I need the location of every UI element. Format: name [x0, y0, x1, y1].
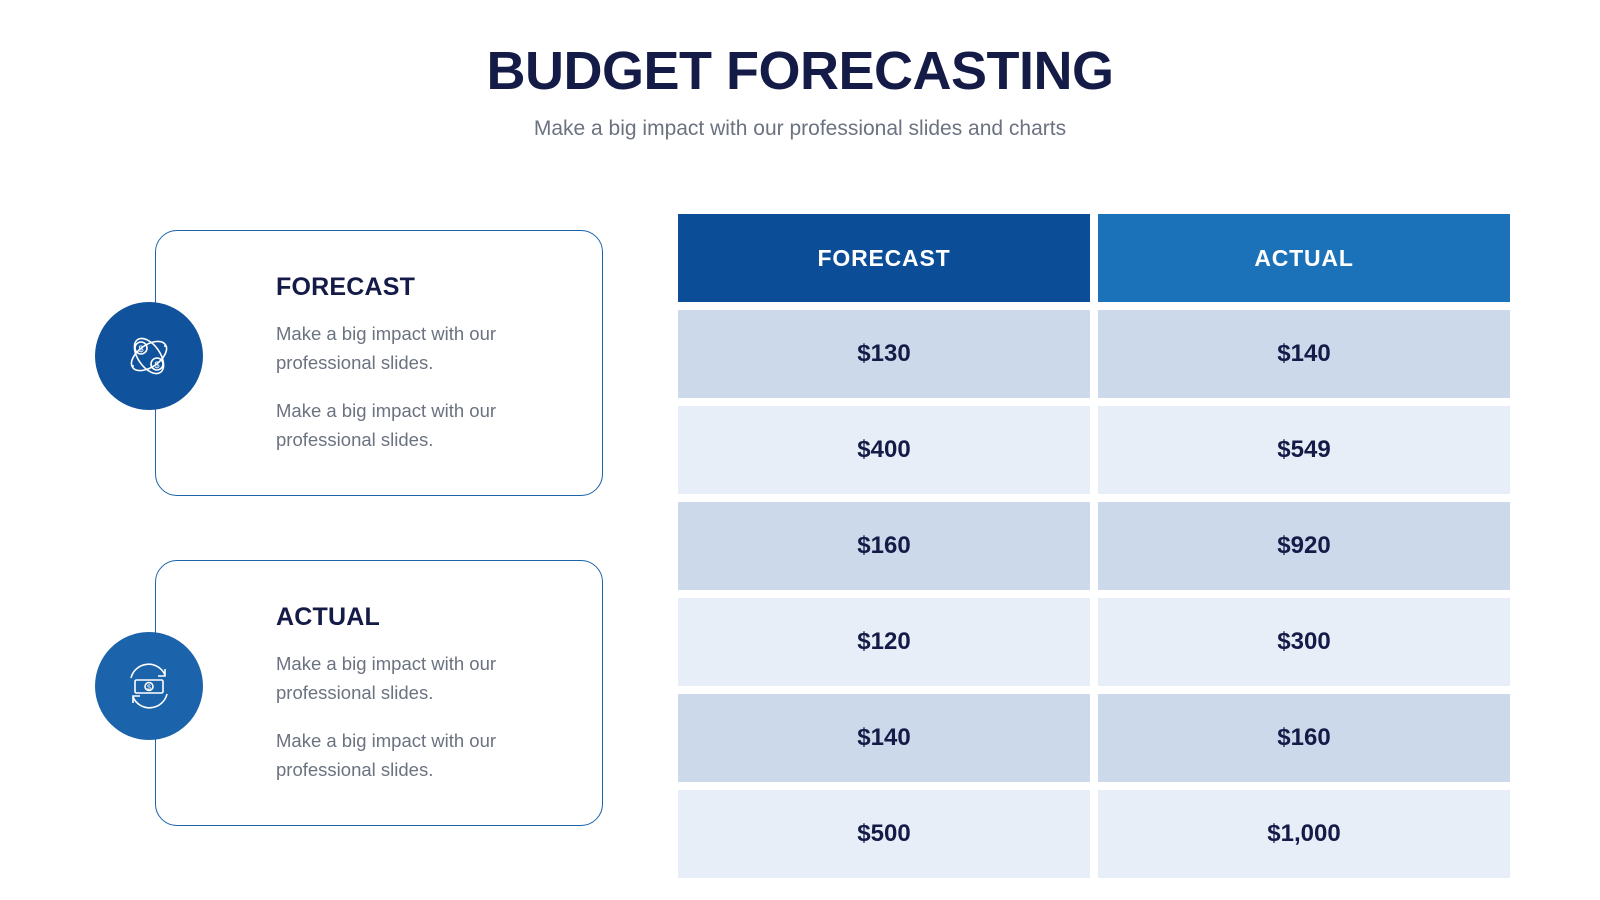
- table-cell-actual: $549: [1098, 406, 1510, 494]
- svg-text:$: $: [138, 344, 144, 354]
- budget-table: [678, 214, 1510, 886]
- svg-text:$: $: [147, 684, 151, 692]
- table-row: [678, 790, 1510, 878]
- info-card-forecast-title: FORECAST: [276, 273, 416, 301]
- page-title: BUDGET FORECASTING: [486, 41, 1114, 101]
- table-cell-forecast: $120: [678, 598, 1090, 686]
- info-card-forecast-wrapper: [95, 230, 615, 498]
- table-cell-forecast: $130: [678, 310, 1090, 398]
- info-card-list: [95, 230, 615, 890]
- table-cell-actual: $140: [1098, 310, 1510, 398]
- table-row: [678, 310, 1510, 398]
- table-cell-forecast: $140: [678, 694, 1090, 782]
- table-row: [678, 694, 1510, 782]
- table-row: [678, 598, 1510, 686]
- info-card-actual-wrapper: [95, 560, 615, 828]
- money-orbit-icon: [95, 302, 203, 410]
- info-card-forecast-paragraph-2: Make a big impact with our professional slides.: [276, 400, 497, 451]
- table-row: [678, 406, 1510, 494]
- table-header-actual: ACTUAL: [1098, 214, 1510, 302]
- info-card-actual-title: ACTUAL: [276, 603, 380, 631]
- money-exchange-icon: [95, 632, 203, 740]
- main-content: [0, 190, 1600, 890]
- info-card-forecast-paragraph-1: Make a big impact with our professional slides.: [276, 323, 497, 373]
- table-cell-forecast: $500: [678, 790, 1090, 878]
- table-cell-actual: $920: [1098, 502, 1510, 590]
- info-card-forecast[interactable]: [155, 230, 603, 496]
- table-row: [678, 502, 1510, 590]
- table-cell-actual: $1,000: [1098, 790, 1510, 878]
- page-subtitle: Make a big impact with our professional slides and charts: [533, 117, 1067, 141]
- table-cell-forecast: $400: [678, 406, 1090, 494]
- table-cell-actual: $300: [1098, 598, 1510, 686]
- table-header-row: [678, 214, 1510, 302]
- info-card-actual[interactable]: [155, 560, 603, 826]
- svg-text:$: $: [154, 360, 160, 370]
- info-card-actual-paragraph-1: Make a big impact with our professional slides.: [276, 653, 497, 703]
- table-cell-actual: $160: [1098, 694, 1510, 782]
- table-cell-forecast: $160: [678, 502, 1090, 590]
- info-card-actual-paragraph-2: Make a big impact with our professional slides.: [276, 730, 497, 781]
- table-header-forecast: FORECAST: [678, 214, 1090, 302]
- page-header: [0, 0, 1600, 141]
